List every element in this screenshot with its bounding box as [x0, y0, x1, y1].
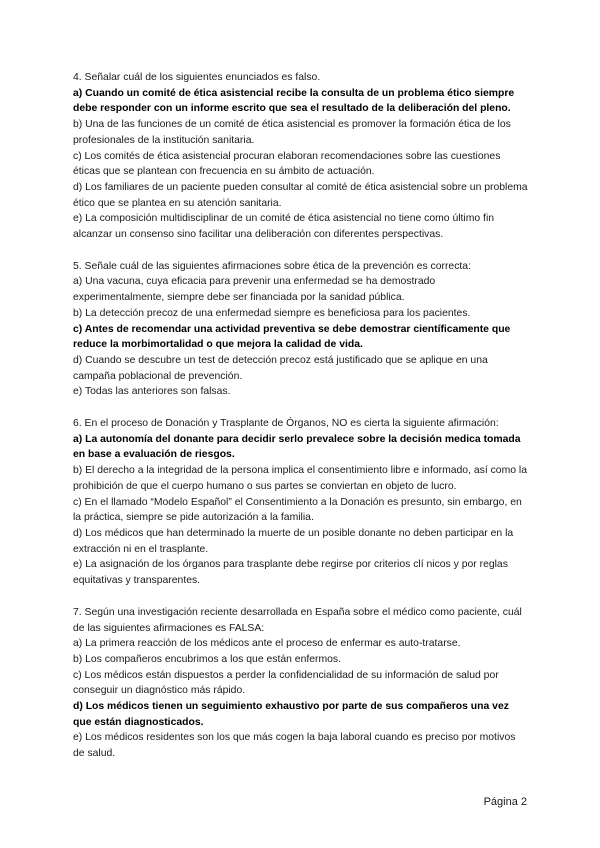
document-body — [73, 70, 528, 778]
option-b: b) Los compañeros encubrimos a los que están enfermos. — [73, 653, 341, 665]
option-a-answer: a) La autonomía del donante para decidir serlo prevalece sobre la decisión medica tomada en base a evaluación de riesgos. — [73, 433, 521, 461]
option-b: b) La detección precoz de una enfermedad siempre es beneficiosa para los pacientes. — [73, 307, 471, 319]
page-number: Página 2 — [483, 796, 527, 808]
option-c: c) Los médicos están dispuestos a perder la confidencialidad de su información de salud por conseguir un diagnóstico más rápido. — [73, 669, 499, 697]
option-a-answer: a) Cuando un comité de ética asistencial recibe la consulta de un problema ético siempre debe responder con un informe escrito que sea el resultado de la deliberación del pleno. — [73, 87, 515, 115]
option-c-answer: c) Antes de recomendar una actividad preventiva se debe demostrar científicamente que reduce la morbimortalidad o que mejora la calidad de vida. — [73, 323, 511, 351]
option-e: e) Todas las anteriores son falsas. — [73, 386, 231, 398]
option-e: e) Los médicos residentes son los que más cogen la baja laboral cuando es preciso por motivos de salud. — [73, 732, 516, 760]
option-a: a) Una vacuna, cuya eficacia para prevenir una enfermedad se ha demostrado experimentalmente, siempre debe ser financiada por la sanidad pública. — [73, 276, 436, 304]
option-b: b) El derecho a la integridad de la persona implica el consentimiento libre e informado, así como la prohibición de que el cuerpo humano o sus partes se conviertan en objeto de lucro. — [73, 465, 527, 492]
option-b: b) Una de las funciones de un comité de ética asistencial es promover la formación ética de los profesionales de la institución sanitaria. — [73, 119, 511, 146]
option-e: e) La composición multidisciplinar de un comité de ética asistencial no tiene como último fin alcanzar un consenso sino facilitar una deliberación con diferentes perspectivas. — [73, 213, 495, 241]
question-4 — [73, 70, 528, 243]
question-stem: 7. Según una investigación reciente desarrollada en España sobre el médico como paciente, cuál de las siguientes afirmaciones es FALSA: — [73, 606, 522, 634]
option-c: c) Los comités de ética asistencial procuran elaboran recomendaciones sobre las cuestiones éticas que se plantean con frecuencia en su ámbito de actuación. — [73, 150, 501, 178]
option-d: d) Los médicos que han determinado la muerte de un posible donante no deben participar en la extracción ni en el trasplante. — [73, 527, 514, 555]
question-stem: 6. En el proceso de Donación y Trasplante de Órganos, NO es cierta la siguiente afirmación: — [73, 418, 499, 430]
option-e: e) La asignación de los órganos para trasplante debe regirse por criterios clí nicos y por reglas equitativas y transparentes. — [73, 559, 508, 587]
question-6 — [73, 416, 528, 589]
option-d-answer: d) Los médicos tienen un seguimiento exhaustivo por parte de sus compañeros una vez que están diagnosticados. — [73, 701, 509, 728]
option-c: c) En el llamado “Modelo Español” el Consentimiento a la Donación es presunto, sin embargo, en la práctica, siempre se pide autorización a la familia. — [73, 496, 522, 524]
question-stem: 5. Señale cuál de las siguientes afirmaciones sobre ética de la prevención es correcta: — [73, 260, 471, 272]
question-7 — [73, 605, 528, 762]
question-stem: 4. Señalar cuál de los siguientes enunciados es falso. — [73, 72, 321, 83]
option-d: d) Cuando se descubre un test de detección precoz está justificado que se aplique en una campaña poblacional de prevención. — [73, 354, 488, 382]
question-5 — [73, 259, 528, 400]
option-d: d) Los familiares de un paciente pueden consultar al comité de ética asistencial sobre un problema ético que se plantea en su atención sanitaria. — [73, 181, 528, 209]
option-a: a) La primera reacción de los médicos ante el proceso de enfermar es auto-tratarse. — [73, 638, 461, 650]
